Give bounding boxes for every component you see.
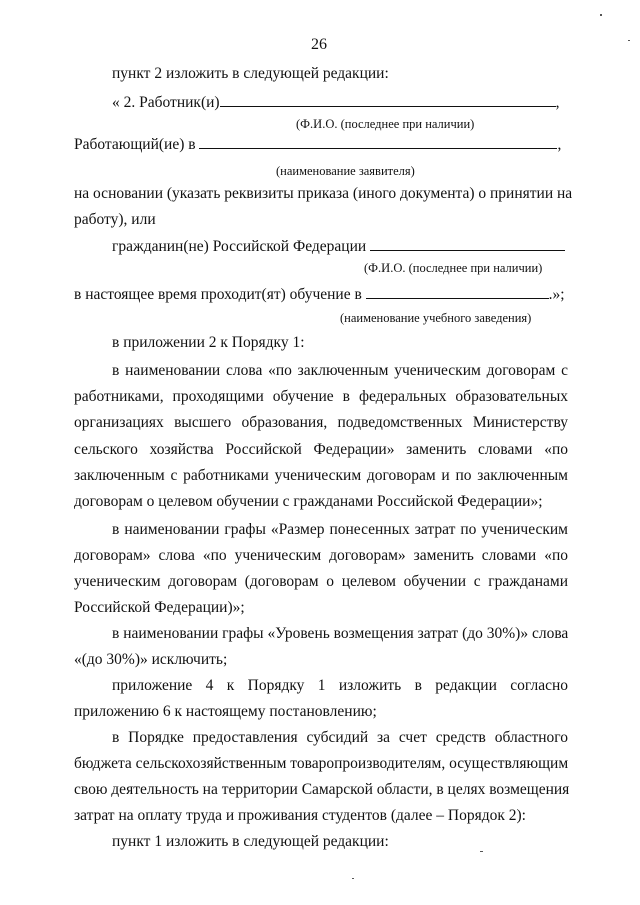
paragraph-line: работу), или	[74, 211, 156, 228]
paragraph-line: затрат на оплату труда и проживания студентов (далее – Порядок 2):	[74, 807, 526, 824]
paragraph-line: в приложении 2 к Порядку 1:	[112, 334, 305, 351]
page-number: 26	[311, 36, 327, 53]
paragraph-line: работниками, проходящими обучение в федеральных образовательных	[74, 388, 568, 405]
paragraph-line: в наименовании графы «Размер понесенных затрат по ученическим	[112, 521, 568, 538]
education-institution-blank	[366, 284, 549, 299]
paragraph-line: на основании (указать реквизиты приказа (иного документа) о принятии на	[74, 185, 573, 202]
paragraph-line: заключенным с работниками ученическим договорам и по заключенным	[74, 467, 568, 484]
scan-speck	[628, 40, 630, 41]
worker-suffix: ,	[555, 94, 560, 111]
paragraph-line: «(до 30%)» исключить;	[74, 651, 228, 668]
education-suffix: .»;	[548, 286, 565, 303]
paragraph-line: приложению 6 к настоящему постановлению;	[74, 703, 377, 720]
paragraph-line: пункт 1 изложить в следующей редакции:	[112, 833, 389, 850]
paragraph-line: в наименовании графы «Уровень возмещения затрат (до 30%)» слова	[112, 625, 569, 642]
paragraph-line: свою деятельность на территории Самарской области, в целях возмещения	[74, 781, 570, 798]
employer-suffix: ,	[557, 136, 562, 153]
form-line-citizen	[112, 236, 565, 257]
citizen-name-blank	[370, 236, 565, 251]
caption-fio: (Ф.И.О. (последнее при наличии)	[296, 117, 475, 131]
paragraph-line: Российской Федерации)»;	[74, 599, 245, 616]
paragraph-line: пункт 2 изложить в следующей редакции:	[112, 65, 389, 82]
scan-speck	[352, 878, 354, 879]
paragraph-line: в Порядке предоставления субсидий за счет средств областного	[112, 729, 568, 746]
employer-name-blank	[199, 134, 557, 149]
paragraph-line: организациях высшего образования, подведомственных Министерству	[74, 414, 568, 431]
form-line-employer	[74, 134, 561, 155]
caption-applicant: (наименование заявителя)	[276, 164, 415, 178]
paragraph-line: в наименовании слова «по заключенным ученическим договорам с	[112, 362, 568, 379]
paragraph-line: договорам о целевом обучении с гражданами Российской Федерации»;	[74, 493, 543, 510]
employer-label: Работающий(ие) в	[74, 136, 196, 153]
worker-label: « 2. Работник(и)	[112, 94, 220, 111]
paragraph-line: бюджета сельскохозяйственным товаропроизводителям, осуществляющим	[74, 755, 569, 772]
citizen-label: гражданин(не) Российской Федерации	[112, 238, 367, 255]
scan-speck	[480, 851, 483, 852]
paragraph-line: приложение 4 к Порядку 1 изложить в редакции согласно	[112, 677, 568, 694]
paragraph-line: договорам» слова «по ученическим договорам» заменить словами «по	[74, 547, 568, 564]
form-line-worker	[112, 92, 559, 113]
paragraph-line: ученическим договорам (договорам о целевом обучении с гражданами	[74, 573, 568, 590]
caption-school: (наименование учебного заведения)	[340, 311, 532, 325]
form-line-education	[74, 284, 565, 305]
paragraph-line: сельского хозяйства Российской Федерации» заменить словами «по	[74, 441, 568, 458]
caption-fio-2: (Ф.И.О. (последнее при наличии)	[364, 261, 543, 275]
worker-name-blank	[220, 92, 556, 107]
scan-speck	[600, 14, 602, 16]
education-label: в настоящее время проходит(ят) обучение в	[74, 286, 362, 303]
